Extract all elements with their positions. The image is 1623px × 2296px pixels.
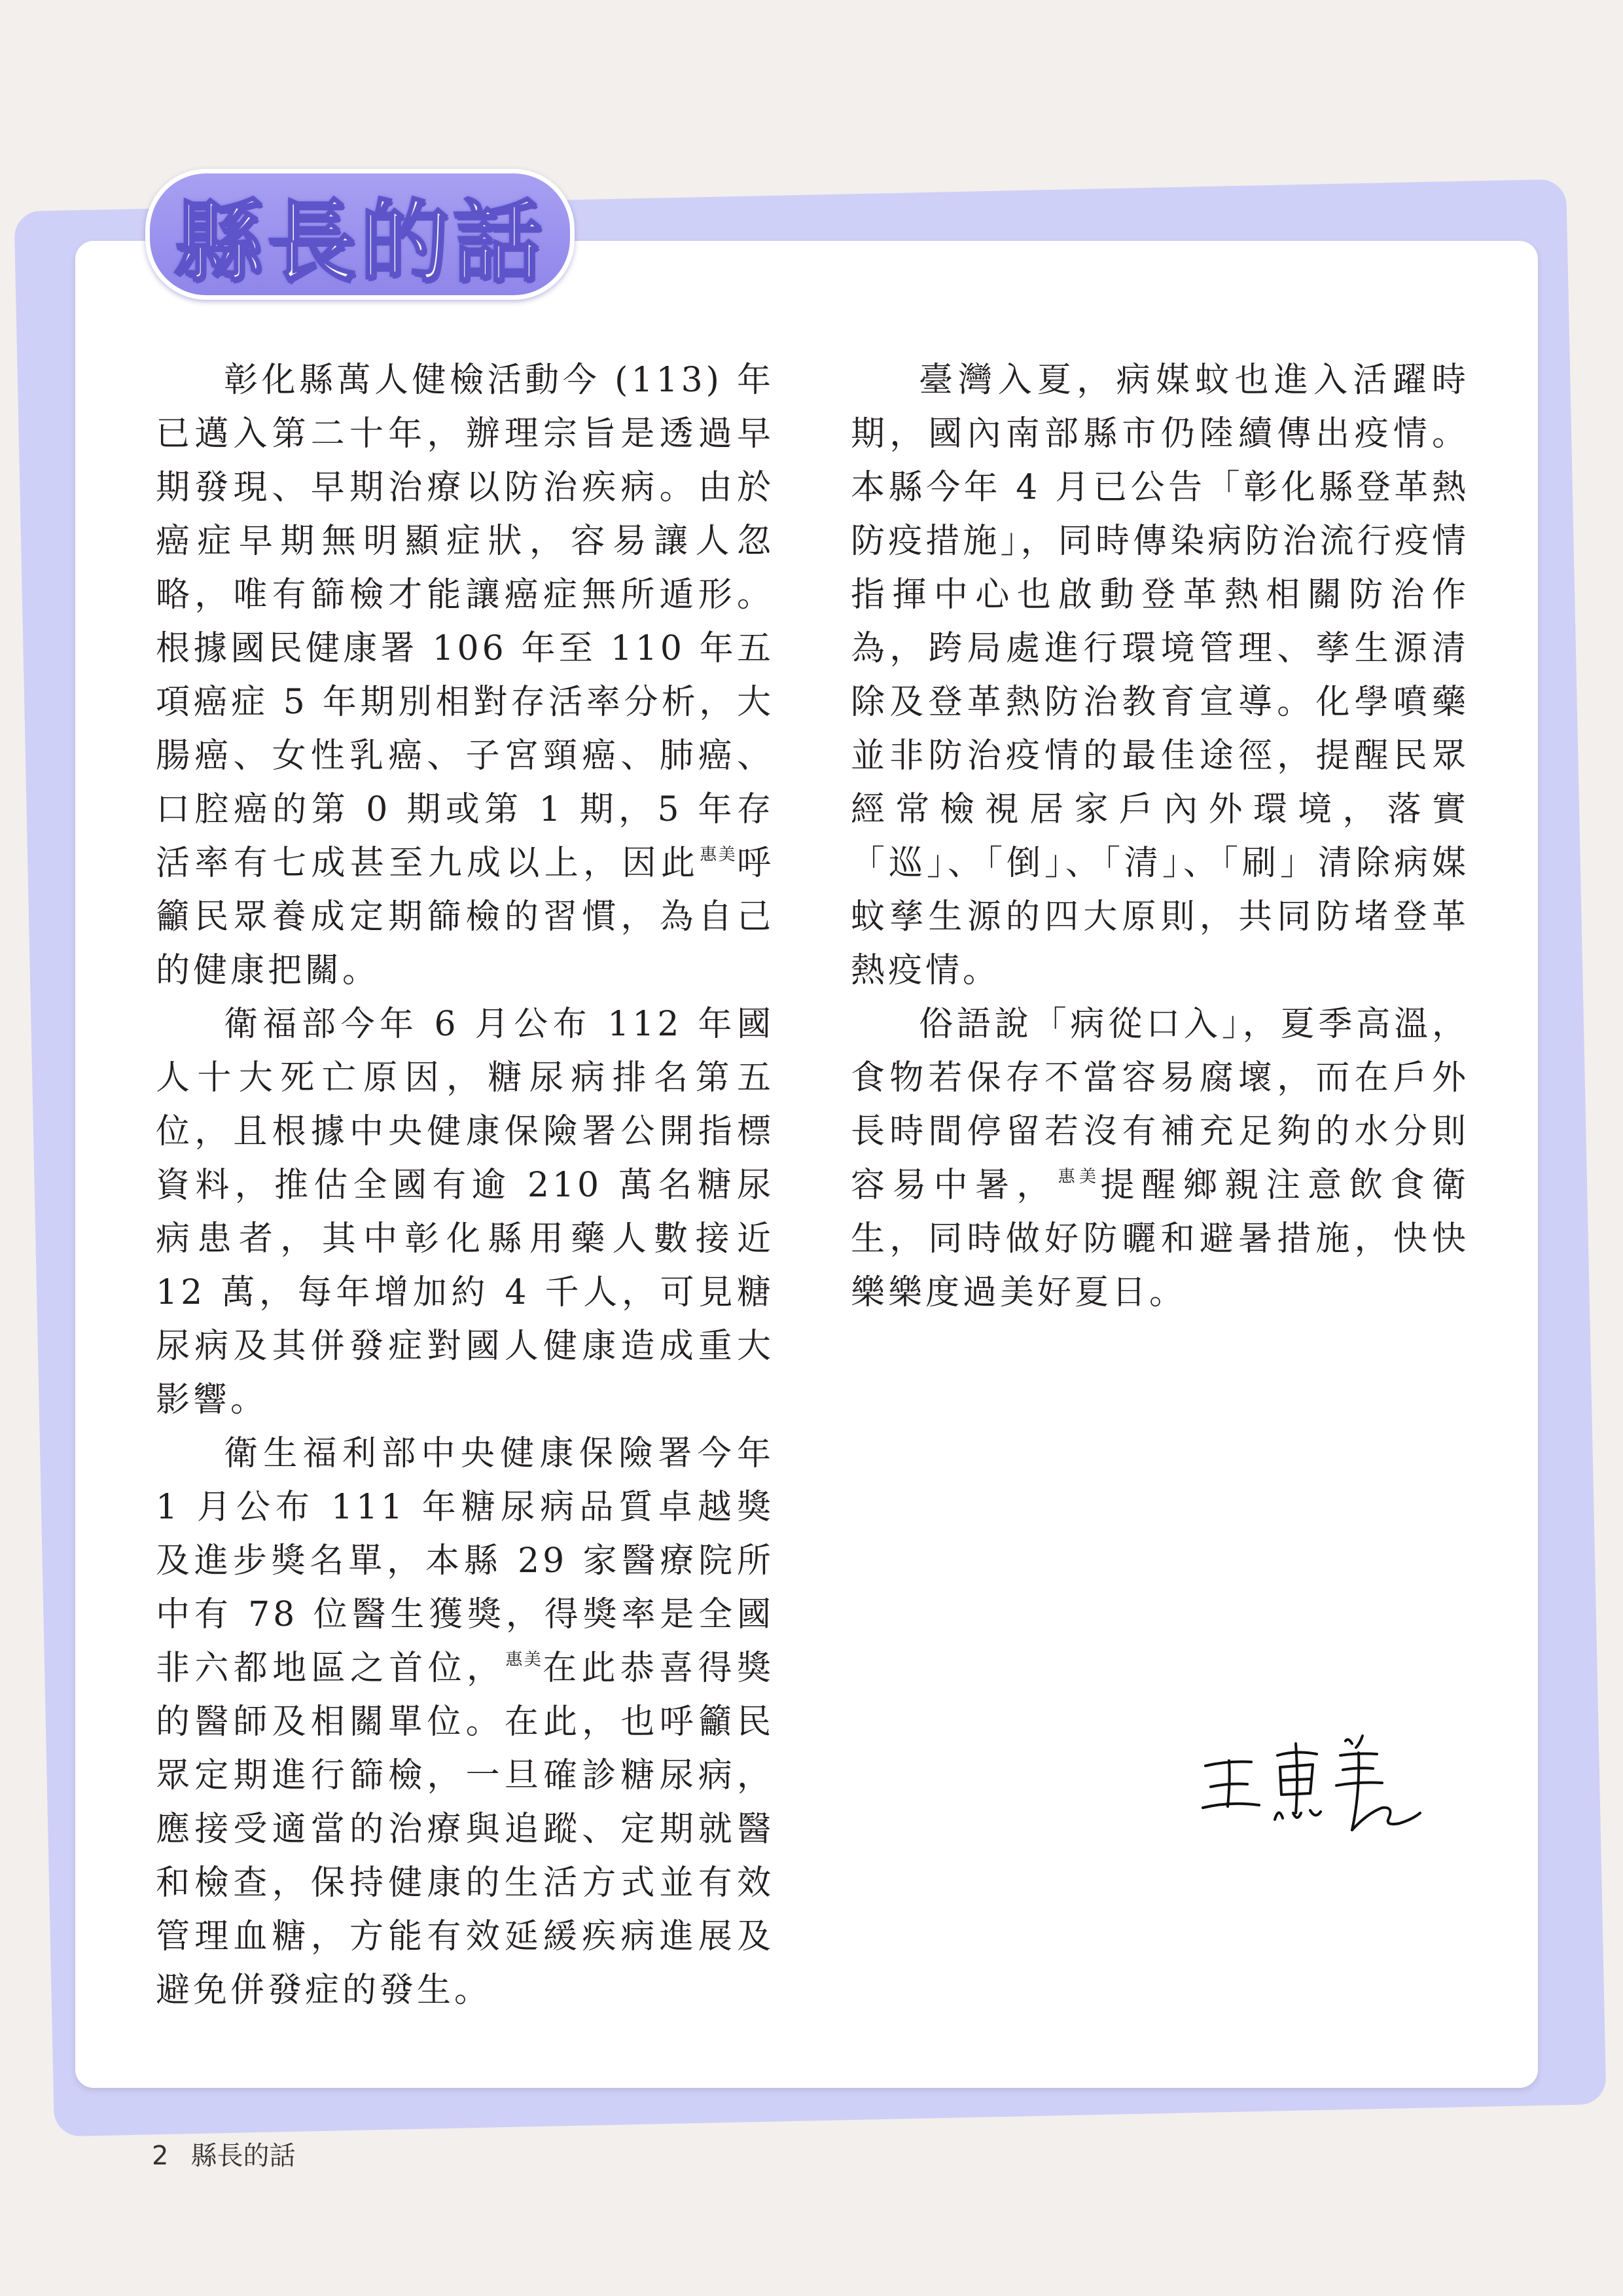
footer-section: 縣長的話 bbox=[190, 2141, 296, 2171]
signature bbox=[1191, 1715, 1440, 1846]
paragraph-text: 臺灣入夏，病媒蚊也進入活躍時期，國內南部縣市仍陸續傳出疫情。本縣今年 4 月已公告「彰化縣登革熱防疫措施」，同時傳染病防治流行疫情指揮中心也啟動登革熱相關防治作為，跨局處進行環境管理、孳生源清除及登革熱防治教育宣導。化學噴藥並非防治疫情的最佳途徑，提醒民眾經常檢視居家戶內外環境，落實「巡」、「倒」、「清」、「刷」清除病媒蚊孳生源的四大原則，共同防堵登革熱疫情。 bbox=[851, 361, 1469, 990]
paragraph bbox=[156, 1427, 774, 2017]
paragraph-text: 提醒鄉親注意飲食衛生，同時做好防曬和避暑措施，快快樂樂度過美好夏日。 bbox=[851, 1166, 1469, 1312]
left-column bbox=[156, 353, 774, 2017]
paragraph-text: 彰化縣萬人健檢活動今 (113) 年已邁入第二十年，辦理宗旨是透過早期發現、早期治療以防治疾病。由於癌症早期無明顯症狀，容易讓人忽略，唯有篩檢才能讓癌症無所遁形。根據國民健康署 106 年至 110 年五項癌症 5 年期別相對存活率分析，大腸癌、女性乳癌、子宮頸癌、肺癌、口腔癌的第 0 期或第 1 期，5 年存活率有七成甚至九成以上，因此 bbox=[156, 361, 774, 883]
paragraph-text: 衛福部今年 6 月公布 112 年國人十大死亡原因，糖尿病排名第五位，且根據中央健康保險署公開指標資料，推估全國有逾 210 萬名糖尿病患者，其中彰化縣用藥人數接近 12 萬，每年增加約 4 千人，可見糖尿病及其併發症對國人健康造成重大影響。 bbox=[156, 1005, 774, 1420]
right-column bbox=[851, 353, 1469, 1319]
superscript-name: 惠美 bbox=[505, 1650, 543, 1670]
paragraph-text: 呼籲民眾養成定期篩檢的習慣，為自己的健康把關。 bbox=[156, 844, 774, 990]
paragraph bbox=[156, 997, 774, 1427]
paragraph-text: 衛生福利部中央健康保險署今年 1 月公布 111 年糖尿病品質卓越獎及進步獎名單，本縣 29 家醫療院所中有 78 位醫生獲獎，得獎率是全國非六都地區之首位， bbox=[156, 1434, 774, 1688]
page-footer bbox=[152, 2135, 295, 2172]
paragraph bbox=[851, 353, 1469, 997]
page-number: 2 bbox=[152, 2141, 169, 2171]
superscript-name: 惠美 bbox=[1058, 1167, 1101, 1187]
title-badge bbox=[145, 169, 575, 300]
paragraph bbox=[851, 997, 1469, 1319]
paragraph-text: 在此恭喜得獎的醫師及相關單位。在此，也呼籲民眾定期進行篩檢，一旦確診糖尿病，應接受適當的治療與追蹤、定期就醫和檢查，保持健康的生活方式並有效管理血糖，方能有效延緩疾病進展及避免併發症的發生。 bbox=[156, 1649, 774, 2010]
superscript-name: 惠美 bbox=[700, 845, 737, 865]
paragraph-text: 俗語說「病從口入」，夏季高溫，食物若保存不當容易腐壞，而在戶外長時間停留若沒有補充足夠的水分則容易中暑， bbox=[851, 1005, 1469, 1205]
page-title: 縣長的話 bbox=[174, 191, 546, 295]
paragraph bbox=[156, 353, 774, 997]
signature-image bbox=[1191, 1715, 1440, 1846]
